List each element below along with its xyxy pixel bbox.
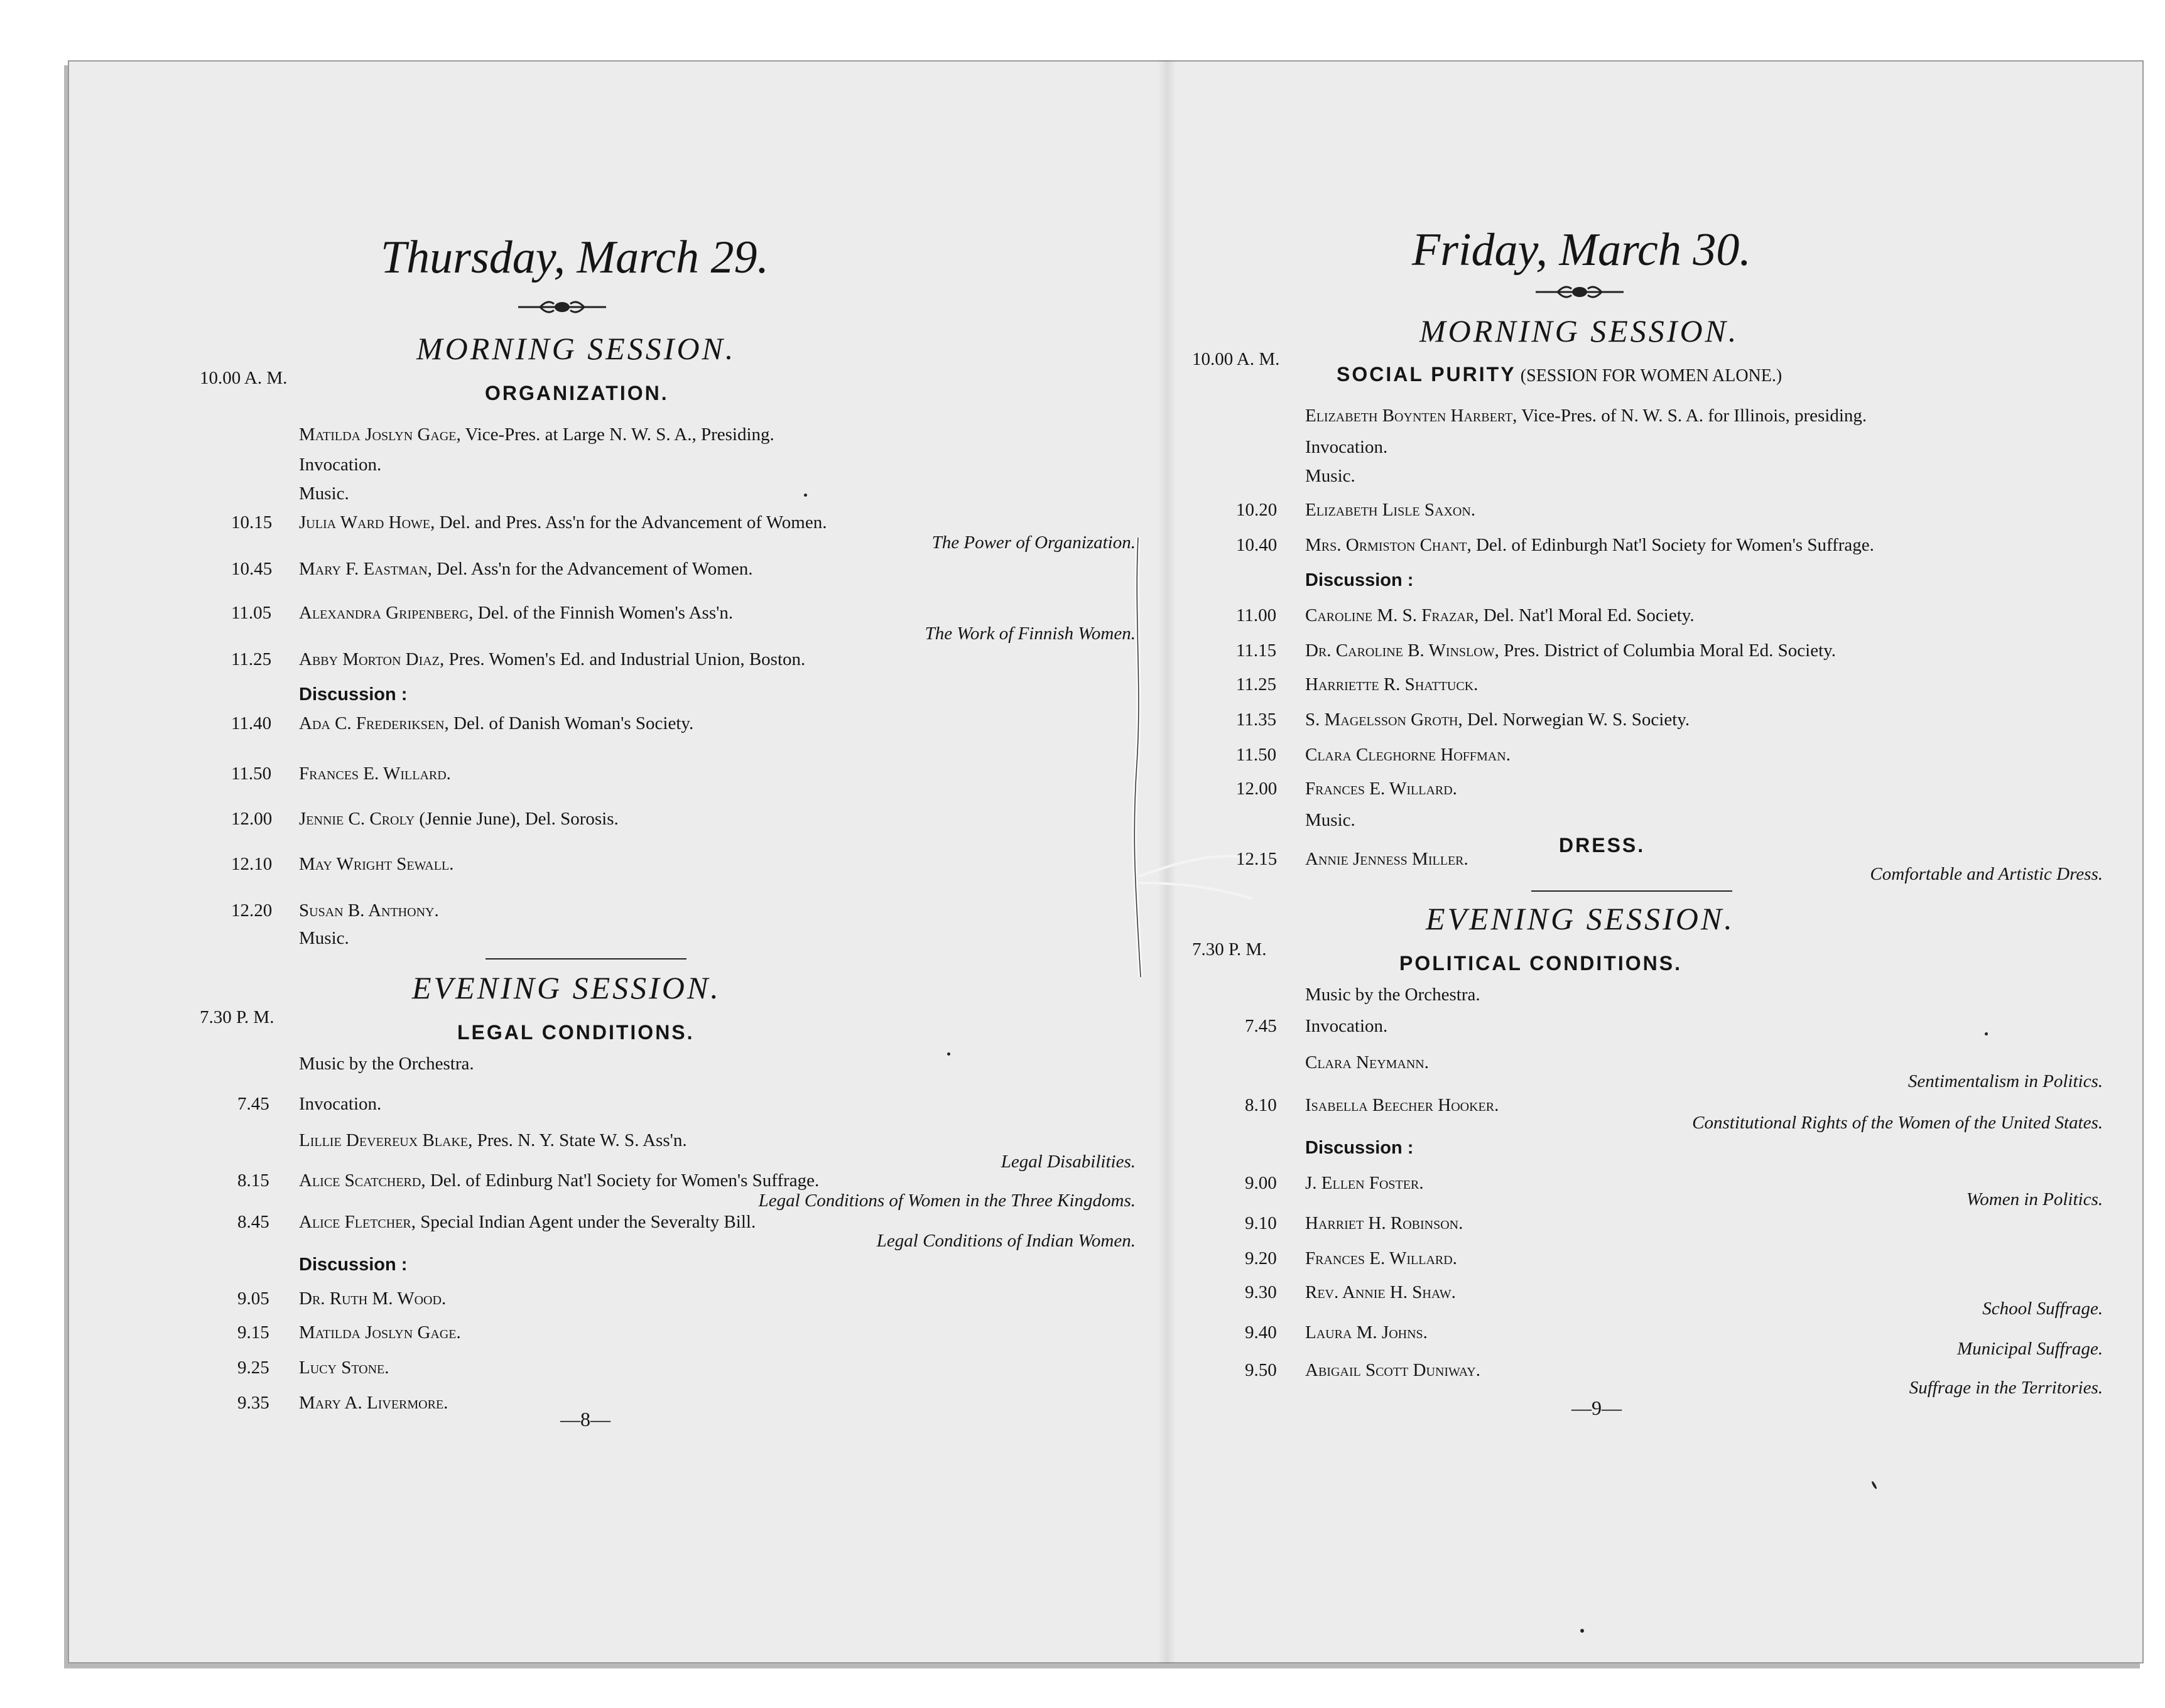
item-time: 9.25 [237,1358,269,1378]
page-number: —9— [1571,1397,1622,1419]
program-item: Mrs. Ormiston Chant, Del. of Edinburgh Nat'l Society for Women's Suffrage. [1305,535,1874,555]
page-number: —8— [560,1408,610,1430]
invocation: Invocation. [1305,437,1388,457]
item-time: 10.40 [1236,535,1278,555]
discussion-item: Harriette R. Shattuck. [1305,674,1479,695]
morning-topic: SOCIAL PURITY [1337,363,1516,386]
music: Music. [299,484,349,504]
speck [1580,1629,1584,1633]
discussion-item: Frances E. Willard. [299,764,451,784]
item-time: 9.05 [237,1289,269,1309]
talk-title: The Work of Finnish Women. [925,624,1136,644]
item-time: 11.25 [1236,674,1277,695]
music-end: Music. [299,928,349,948]
discussion-item: Jennie C. Croly (Jennie June), Del. Sorosis. [299,809,619,829]
orchestra: Music by the Orchestra. [1305,985,1480,1005]
morning-topic-line [1337,363,1782,386]
talk-title: Suffrage in the Territories. [1909,1378,2103,1398]
item-time: 10.15 [231,512,273,532]
program-item: Alice Scatcherd, Del. of Edinburg Nat'l Society for Women's Suffrage. [299,1170,820,1191]
item-time: 11.50 [1236,745,1277,765]
morning-start-time: 10.00 A. M. [200,368,288,388]
item-time: 8.15 [237,1170,269,1191]
discussion-item: Ada C. Frederiksen, Del. of Danish Woman's Society. [299,713,694,733]
day-title: Friday, March 30. [1412,224,1751,276]
evening-topic: LEGAL CONDITIONS. [457,1021,695,1044]
morning-topic: ORGANIZATION. [485,382,669,404]
discussion-label: Discussion : [1305,1138,1414,1158]
item-time: 11.50 [231,764,272,784]
invocation: Invocation. [299,1094,382,1114]
program-item: Alice Fletcher, Special Indian Agent under the Severalty Bill. [299,1212,756,1232]
presiding-line: Matilda Joslyn Gage, Vice-Pres. at Large N. W. S. A., Presiding. [299,424,774,445]
discussion-item: J. Ellen Foster. [1305,1173,1424,1193]
program-item: Annie Jenness Miller. [1305,849,1468,869]
program-item: Lillie Devereux Blake, Pres. N. Y. State W. S. Ass'n. [299,1130,687,1150]
program-item: Alexandra Gripenberg, Del. of the Finnish Women's Ass'n. [299,603,734,623]
item-time: 7.45 [237,1094,269,1114]
item-time: 12.00 [1236,779,1278,799]
talk-title: Women in Politics. [1966,1189,2103,1209]
fleuron-ornament-icon [1533,281,1627,303]
item-time: 11.15 [1236,640,1277,661]
speck [1985,1032,1988,1035]
fleuron-ornament-icon [515,296,609,318]
item-time: 8.45 [237,1212,269,1232]
program-item: Isabella Beecher Hooker. [1305,1095,1499,1115]
item-time: 10.20 [1236,500,1278,520]
divider [1531,890,1732,892]
dress-topic: DRESS. [1559,834,1646,857]
program-item: Julia Ward Howe, Del. and Pres. Ass'n for the Advancement of Women. [299,512,827,532]
talk-title: The Power of Organization. [931,532,1136,553]
presiding-line: Elizabeth Boynten Harbert, Vice-Pres. of N. W. S. A. for Illinois, presiding. [1305,406,1867,426]
talk-title: Municipal Suffrage. [1957,1339,2103,1359]
speck [947,1052,950,1056]
item-time: 11.40 [231,713,272,733]
talk-title: Comfortable and Artistic Dress. [1870,864,2103,884]
discussion-item: Caroline M. S. Frazar, Del. Nat'l Moral Ed. Society. [1305,605,1695,625]
invocation: Invocation. [1305,1016,1388,1036]
discussion-item: Dr. Caroline B. Winslow, Pres. District of Columbia Moral Ed. Society. [1305,640,1837,661]
talk-title: Legal Disabilities. [1001,1152,1136,1172]
discussion-item: Susan B. Anthony. [299,900,439,921]
talk-title: Legal Conditions of Women in the Three Kingdoms. [758,1191,1136,1211]
evening-session-heading: EVENING SESSION. [1426,901,1735,936]
topic-note: (SESSION FOR WOMEN ALONE.) [1520,366,1782,386]
item-time: 12.10 [231,854,273,874]
discussion-item: Harriet H. Robinson. [1305,1213,1463,1233]
item-time: 11.35 [1236,710,1277,730]
item-time: 7.45 [1245,1016,1277,1036]
discussion-item: Frances E. Willard. [1305,1248,1457,1268]
program-item: Abby Morton Diaz, Pres. Women's Ed. and Industrial Union, Boston. [299,649,806,669]
talk-title: Legal Conditions of Indian Women. [876,1231,1136,1251]
item-time: 12.20 [231,900,273,921]
item-time: 9.00 [1245,1173,1277,1193]
discussion-item: Rev. Annie H. Shaw. [1305,1282,1456,1302]
program-item: Elizabeth Lisle Saxon. [1305,500,1476,520]
evening-topic: POLITICAL CONDITIONS. [1399,952,1682,975]
program-item: Clara Neymann. [1305,1052,1430,1073]
music: Music. [1305,466,1355,486]
item-time: 12.15 [1236,849,1278,869]
orchestra: Music by the Orchestra. [299,1054,474,1074]
divider [486,958,686,959]
discussion-item: Mary A. Livermore. [299,1393,448,1413]
discussion-item: May Wright Sewall. [299,854,454,874]
discussion-item: Abigail Scott Duniway. [1305,1360,1481,1380]
talk-title: School Suffrage. [1982,1299,2103,1319]
item-time: 11.05 [231,603,272,623]
speck [1871,1481,1877,1489]
speck [804,494,807,497]
discussion-item: Clara Cleghorne Hoffman. [1305,745,1511,765]
item-time: 9.30 [1245,1282,1277,1302]
discussion-item: Frances E. Willard. [1305,779,1457,799]
talk-title: Constitutional Rights of the Women of the United States. [1692,1113,2103,1133]
item-time: 11.00 [1236,605,1277,625]
morning-session-heading: MORNING SESSION. [1419,313,1739,349]
evening-start-time: 7.30 P. M. [200,1007,274,1027]
discussion-label: Discussion : [299,1255,408,1275]
discussion-item: Matilda Joslyn Gage. [299,1322,461,1343]
music-end: Music. [1305,810,1355,830]
item-time: 10.45 [231,559,273,579]
item-time: 9.20 [1245,1248,1277,1268]
discussion-item: Lucy Stone. [299,1358,389,1378]
talk-title: Sentimentalism in Politics. [1907,1071,2103,1091]
item-time: 9.40 [1245,1322,1277,1343]
evening-session-heading: EVENING SESSION. [412,970,721,1005]
discussion-label: Discussion : [1305,570,1414,590]
discussion-item: Laura M. Johns. [1305,1322,1428,1343]
evening-start-time: 7.30 P. M. [1192,939,1267,959]
day-title: Thursday, March 29. [381,232,769,283]
morning-start-time: 10.00 A. M. [1192,349,1280,369]
item-time: 11.25 [231,649,272,669]
program-item: Mary F. Eastman, Del. Ass'n for the Advancement of Women. [299,559,753,579]
morning-session-heading: MORNING SESSION. [416,331,736,366]
discussion-item: Dr. Ruth M. Wood. [299,1289,447,1309]
discussion-item: S. Magelsson Groth, Del. Norwegian W. S. Society. [1305,710,1690,730]
item-time: 9.50 [1245,1360,1277,1380]
item-time: 12.00 [231,809,273,829]
item-time: 9.35 [237,1393,269,1413]
invocation: Invocation. [299,455,382,475]
program-sheet [68,60,2144,1663]
item-time: 8.10 [1245,1095,1277,1115]
discussion-label: Discussion : [299,684,408,705]
item-time: 9.15 [237,1322,269,1343]
item-time: 9.10 [1245,1213,1277,1233]
